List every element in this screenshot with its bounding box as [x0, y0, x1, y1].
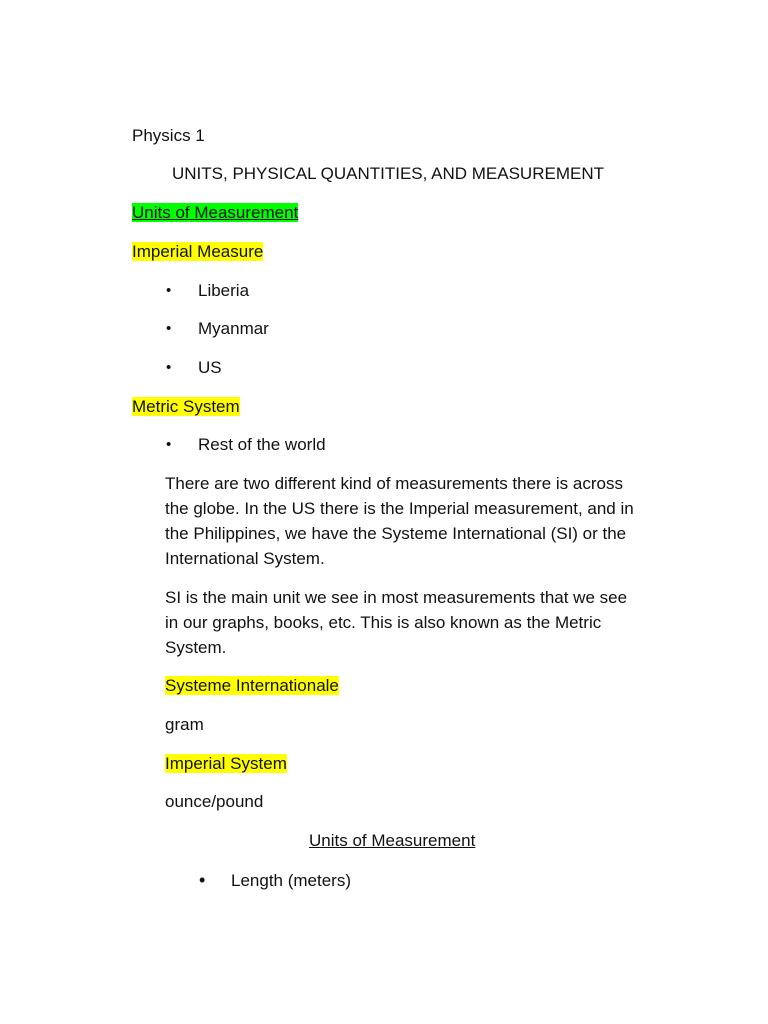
list-item-text: Length (meters) — [231, 871, 351, 890]
si-heading-text: Systeme Internationale — [165, 676, 339, 695]
bullet-icon: • — [166, 436, 172, 453]
bullet-icon: • — [166, 359, 172, 376]
si-example: gram — [165, 715, 204, 734]
paragraph-measurements: There are two different kind of measurements there is across the globe. In the US there is the Imperial measurement, and in the Philippines, we have the Systeme International (SI) or the International System. — [165, 474, 634, 568]
list-item-text: Rest of the world — [198, 435, 326, 454]
paragraph-si: SI is the main unit we see in most measurements that we see in our graphs, books, etc. This is also known as the Metric System. — [165, 588, 628, 657]
list-item-text: Liberia — [198, 281, 250, 300]
imperial-heading-text: Imperial Measure — [132, 242, 264, 261]
imperial-system-heading-text: Imperial System — [165, 754, 287, 773]
bullet-icon: • — [166, 320, 172, 337]
metric-heading — [132, 396, 240, 418]
bullet-icon: • — [166, 282, 172, 299]
imperial-example: ounce/pound — [165, 792, 264, 811]
imperial-heading — [132, 241, 263, 263]
document-title: UNITS, PHYSICAL QUANTITIES, AND MEASUREMENT — [172, 164, 604, 183]
metric-heading-text: Metric System — [132, 397, 240, 416]
si-heading — [165, 675, 339, 697]
bullet-icon: • — [199, 870, 206, 890]
list-item-text: Myanmar — [198, 319, 269, 338]
units-subheading: Units of Measurement — [309, 831, 476, 850]
list-item-text: US — [198, 358, 222, 377]
course-label: Physics 1 — [132, 126, 205, 145]
units-heading-text: Units of Measurement — [132, 203, 299, 222]
units-heading — [132, 202, 298, 224]
imperial-system-heading — [165, 753, 287, 775]
